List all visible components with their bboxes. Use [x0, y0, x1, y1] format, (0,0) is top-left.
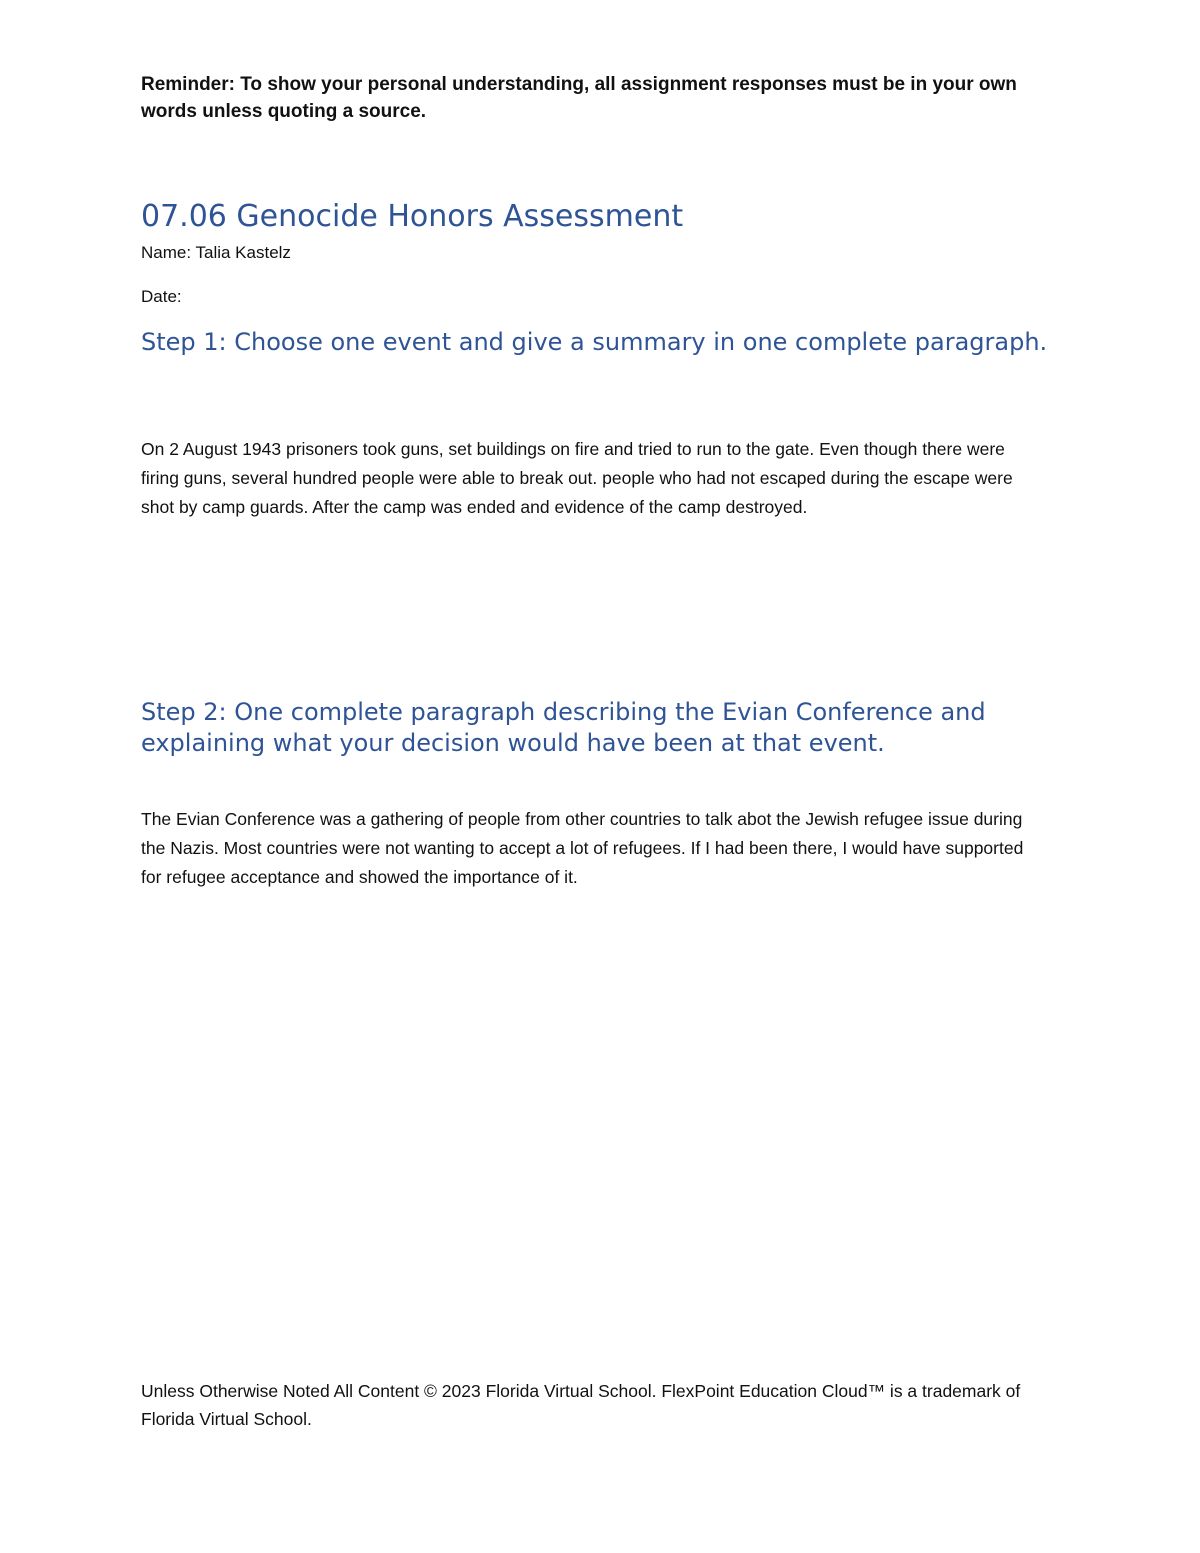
document-title: 07.06 Genocide Honors Assessment [141, 199, 684, 234]
step2-answer: The Evian Conference was a gathering of people from other countries to talk abot the Jewish refugee issue during the Nazis. Most countries were not wanting to accept a lot of refugees. If I had been there, I would have supported for refugee acceptance and showed the importance of it. [141, 809, 1024, 887]
name-line: Name: Talia Kastelz [141, 243, 291, 262]
copyright-footer: Unless Otherwise Noted All Content © 2023 Florida Virtual School. FlexPoint Education Cloud™ is a trademark of Florida Virtual School. [141, 1381, 1021, 1429]
step1-heading: Step 1: Choose one event and give a summary in one complete paragraph. [141, 328, 1048, 356]
reminder-text: Reminder: To show your personal understanding, all assignment responses must be in your own words unless quoting a source. [141, 74, 1017, 122]
step1-answer: On 2 August 1943 prisoners took guns, set buildings on fire and tried to run to the gate. Even though there were firing guns, several hundred people were able to break out. people who had not escaped during the escape were shot by camp guards. After the camp was ended and evidence of the camp destroyed. [141, 439, 1013, 517]
step2-heading: Step 2: One complete paragraph describing the Evian Conference and explaining what your decision would have been at that event. [141, 698, 986, 757]
date-line: Date: [141, 287, 182, 306]
document-body [141, 71, 1061, 1429]
